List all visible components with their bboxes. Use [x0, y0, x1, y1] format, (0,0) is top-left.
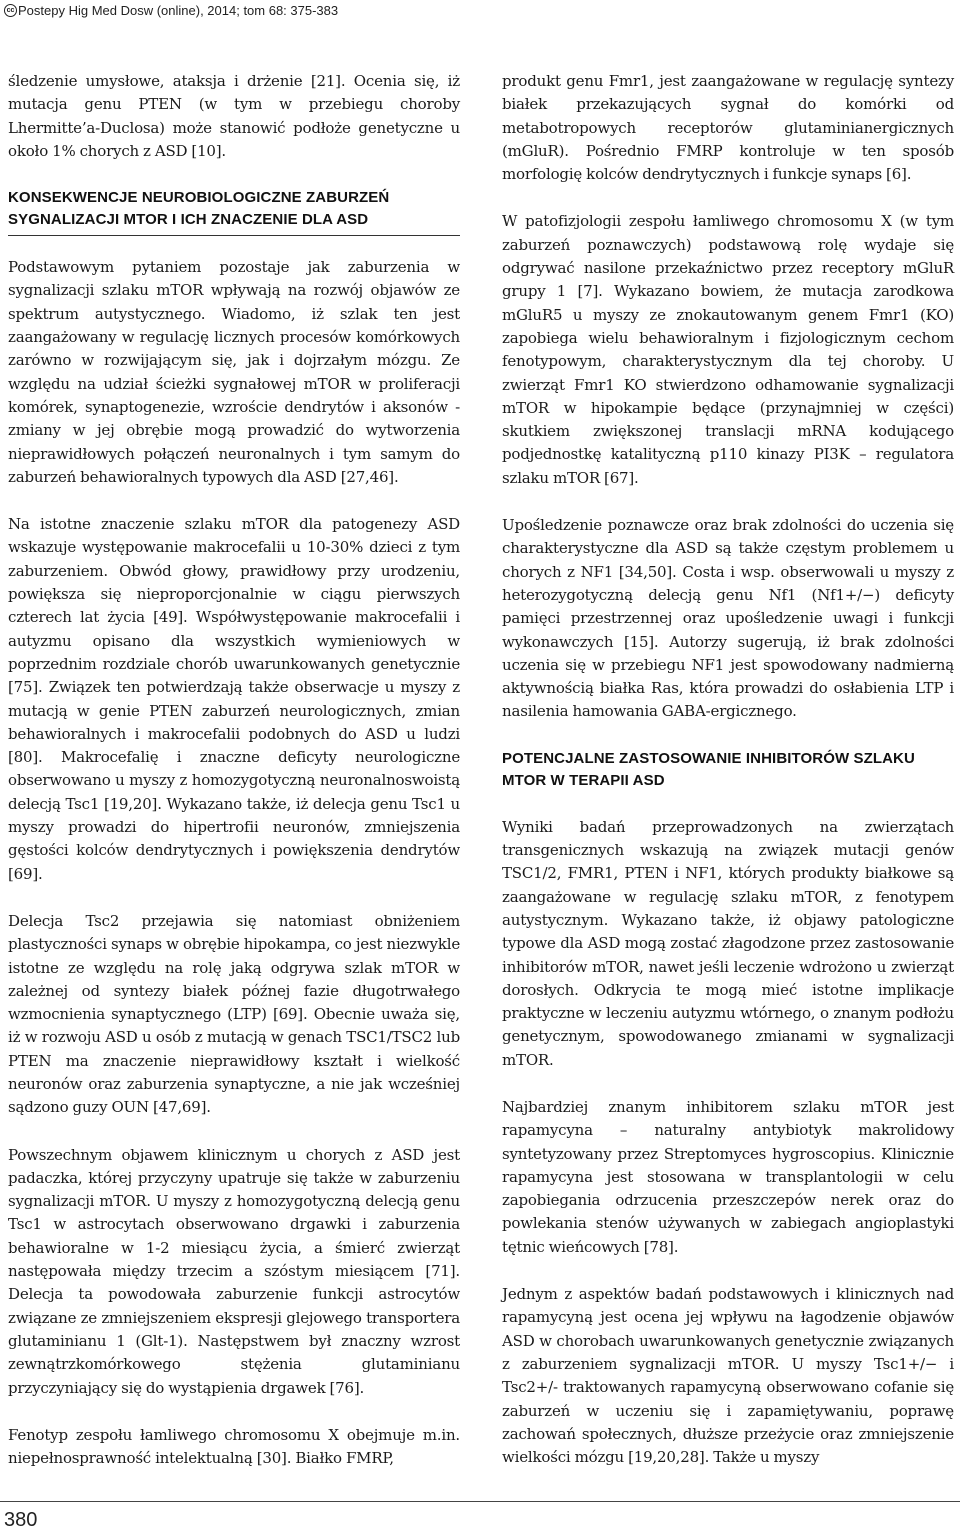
- paragraph: Powszechnym objawem klinicznym u chorych z ASD jest padaczka, której przyczyny upatruje się także w zaburzeniu sygnalizacji mTOR. U myszy z homozygotyczną delecją genu Tsc1 w astrocytach obserwowano drgawki i zaburzenia behawioralne w 1-2 miesiącu życia, a śmierć zwierząt następowała między trzecim a szóstym miesiącem [71]. Delecja ta powodowała zaburzenie funkcji astrocytów związane ze zmniejszeniem ekspresji glejowego transportera glutaminianu 1 (Glt-1). Następstwem był znaczny wzrost zewnątrzkomórkowego stężenia glutaminianu przyczyniający się do wystąpienia drgawek [76].: [8, 1145, 460, 1397]
- paragraph: Najbardziej znanym inhibitorem szlaku mTOR jest rapamycyna – naturalny antybiotyk makrolidowy syntetyzowany przez Streptomyces hygroscopius. Klinicznie rapamycyna jest stosowana w transplantologii w celu zapobiegania odrzucenia przeszczepów nerek oraz do powlekania stenów używanych w zabiegach angioplastyki tętnic wieńcowych [78].: [502, 1097, 954, 1256]
- right-column: [502, 70, 954, 1493]
- section-heading: KONSEKWENCJE NEUROBIOLOGICZNE ZABURZEŃ SYGNALIZACJI MTOR I ICH ZNACZENIE DLA ASD: [8, 187, 460, 236]
- paragraph: Delecja Tsc2 przejawia się natomiast obniżeniem plastyczności synaps w obrębie hipokampa, co jest niezwykle istotne ze względu na rolę jaką odgrywa szlak mTOR w zależnej od syntezy białek późnej fazie długotrwałego wzmocnienia synaptycznego (LTP) [69]. Obecnie uważa się, iż w rozwoju ASD u osób z mutacją w genach TSC1/TSC2 lub PTEN ma znaczenie nieprawidłowy kształt i wielkość neuronów oraz zaburzenia synaptyczne, a nie jak wcześniej sądzono guzy OUN [47,69].: [8, 911, 460, 1117]
- footer-rule: [0, 1501, 960, 1502]
- open-access-icon: cc: [4, 4, 17, 17]
- paragraph: W patofizjologii zespołu łamliwego chromosomu X (w tym zaburzeń poznawczych) podstawową rolę wydaje się odgrywać nasilone przekaźnictwo przez receptory mGluR grupy 1 [7]. Wykazano bowiem, że mutacja zarodkowa mGluR5 u myszy ze znokautowanym genem Fmr1 (KO) zapobiega wielu behawioralnym i fizjologicznym cechom fenotypowym, charakterystycznym dla tej choroby. U zwierząt Fmr1 KO stwierdzono odhamowanie sygnalizacji mTOR w hipokampie będące (przynajmniej w części) skutkiem zwiększonej translacji mRNA kodującego podjednostkę katalityczną p110 kinazy PI3K – regulatora szlaku mTOR [67].: [502, 212, 954, 487]
- paragraph: produkt genu Fmr1, jest zaangażowane w regulację syntezy białek przekazujących sygnał do komórki od metabotropowych receptorów glutaminianergicznych (mGluR). Pośrednio FMRP kontroluje w ten sposób morfologię kolców dendrytycznych i funkcje synaps [6].: [502, 72, 954, 184]
- page-footer: [0, 1501, 960, 1535]
- paragraph: Na istotne znaczenie szlaku mTOR dla patogenezy ASD wskazuje występowanie makrocefalii u 10-30% dzieci z tym zaburzeniem. Obwód głowy, prawidłowy przy urodzeniu, powiększa się nieproporcjonalnie w ciągu pierwszych czterech lat życia [49]. Współwystępowanie makrocefalii i autyzmu opisano dla wszystkich wymieniowych w poprzednim rozdziale chorób uwarunkowanych genetycznie [75]. Związek ten potwierdzają także obserwacje u myszy z mutacją w genie PTEN zaburzeń neurologicznych, zmian behawioralnych i makrocefalii podobnych do ASD u ludzi [80]. Makrocefalię i znaczne deficyty neurologiczne obserwowano u myszy z homozygotyczną neuronalnoswoistą delecją Tsc1 [19,20]. Wykazano także, iż delecja genu Tsc1 u myszy prowadzi do hipertrofii neuronów, zmniejszenia gęstości kolców dendrytycznych i powiększenia dendrytów [69].: [8, 515, 460, 883]
- paragraph: Wyniki badań przeprowadzonych na zwierzątach transgenicznych wskazują na związek mutacji genów TSC1/2, FMR1, PTEN i NF1, których produkty białkowe są zaangażowane w regulację szlaku mTOR, z fenotypem autystycznym. Wykazano także, iż objawy patologiczne typowe dla ASD mogą zostać złagodzone przez zastosowanie inhibitorów mTOR, nawet jeśli leczenie wdrożono u zwierząt dorosłych. Odkrycia te mogą mieć istotne implikacje praktyczne w leczeniu autyzmu wtórnego, o znanym podłożu genetycznym, spowodowanego zmianami w sygnalizacji mTOR.: [502, 817, 954, 1069]
- page-number: 380: [4, 1509, 38, 1531]
- paragraph: Fenotyp zespołu łamliwego chromosomu X obejmuje m.in. niepełnosprawność intelektualną [30]. Białko FMRP,: [8, 1425, 460, 1468]
- running-header: [0, 0, 960, 26]
- paragraph: Podstawowym pytaniem pozostaje jak zaburzenia w sygnalizacji szlaku mTOR wpływają na rozwój objawów ze spektrum autystycznego. Wiadomo, iż szlak ten jest zaangażowany w regulację licznych procesów komórkowych zarówno w rozwijającym się, jak i dojrzałym mózgu. Ze względu na udział ścieżki sygnałowej mTOR w proliferacji komórek, synaptogenezie, wzroście dendrytów i aksonów - zmiany w jej obrębie mogą prowadzić do wytworzenia nieprawidłowych połączeń neuronalnych i tym samym do zaburzeń behawioralnych typowych dla ASD [27,46].: [8, 258, 460, 486]
- paragraph: Jednym z aspektów badań podstawowych i klinicznych nad rapamycyną jest ocena jej wpływu na łagodzenie objawów ASD w chorobach uwarunkowanych genetycznie związanych z zaburzeniem sygnalizacji mTOR. U myszy Tsc1+/− i Tsc2+/- traktowanych rapamycyną obserwowano cofanie się zaburzeń w uczeniu się i zapamiętywaniu, poprawę zachowań społecznych, dłuższe przeżycie oraz zmniejszenie wielkości mózgu [19,20,28]. Także u myszy: [502, 1285, 954, 1467]
- left-column: [8, 70, 460, 1494]
- paragraph: śledzenie umysłowe, ataksja i drżenie [21]. Ocenia się, iż mutacja genu PTEN (w tym w przebiegu choroby Lhermitte’a-Duclosa) może stanowić podłoże genetyczne u około 1% chorych z ASD [10].: [8, 72, 460, 160]
- paragraph: Upośledzenie poznawcze oraz brak zdolności do uczenia się charakterystyczne dla ASD są także częstym problemem u chorych z NF1 [34,50]. Costa i wsp. obserwowali u myszy z heterozygotyczną delecją genu Nf1 (Nf1+/−) deficyty pamięci przestrzennej oraz upośledzenie uwagi i funkcji wykonawczych [15]. Autorzy sugerują, iż brak zdolności uczenia się w przebiegu NF1 jest spowodowany nadmierną aktywnością białka Ras, która prowadzi do osłabienia LTP i nasilenia hamowania GABA-ergicznego.: [502, 516, 954, 721]
- section-heading: POTENCJALNE ZASTOSOWANIE INHIBITORÓW SZLAKU MTOR W TERAPII ASD: [502, 749, 915, 789]
- journal-citation: Postepy Hig Med Dosw (online), 2014; tom 68: 375-383: [18, 3, 339, 18]
